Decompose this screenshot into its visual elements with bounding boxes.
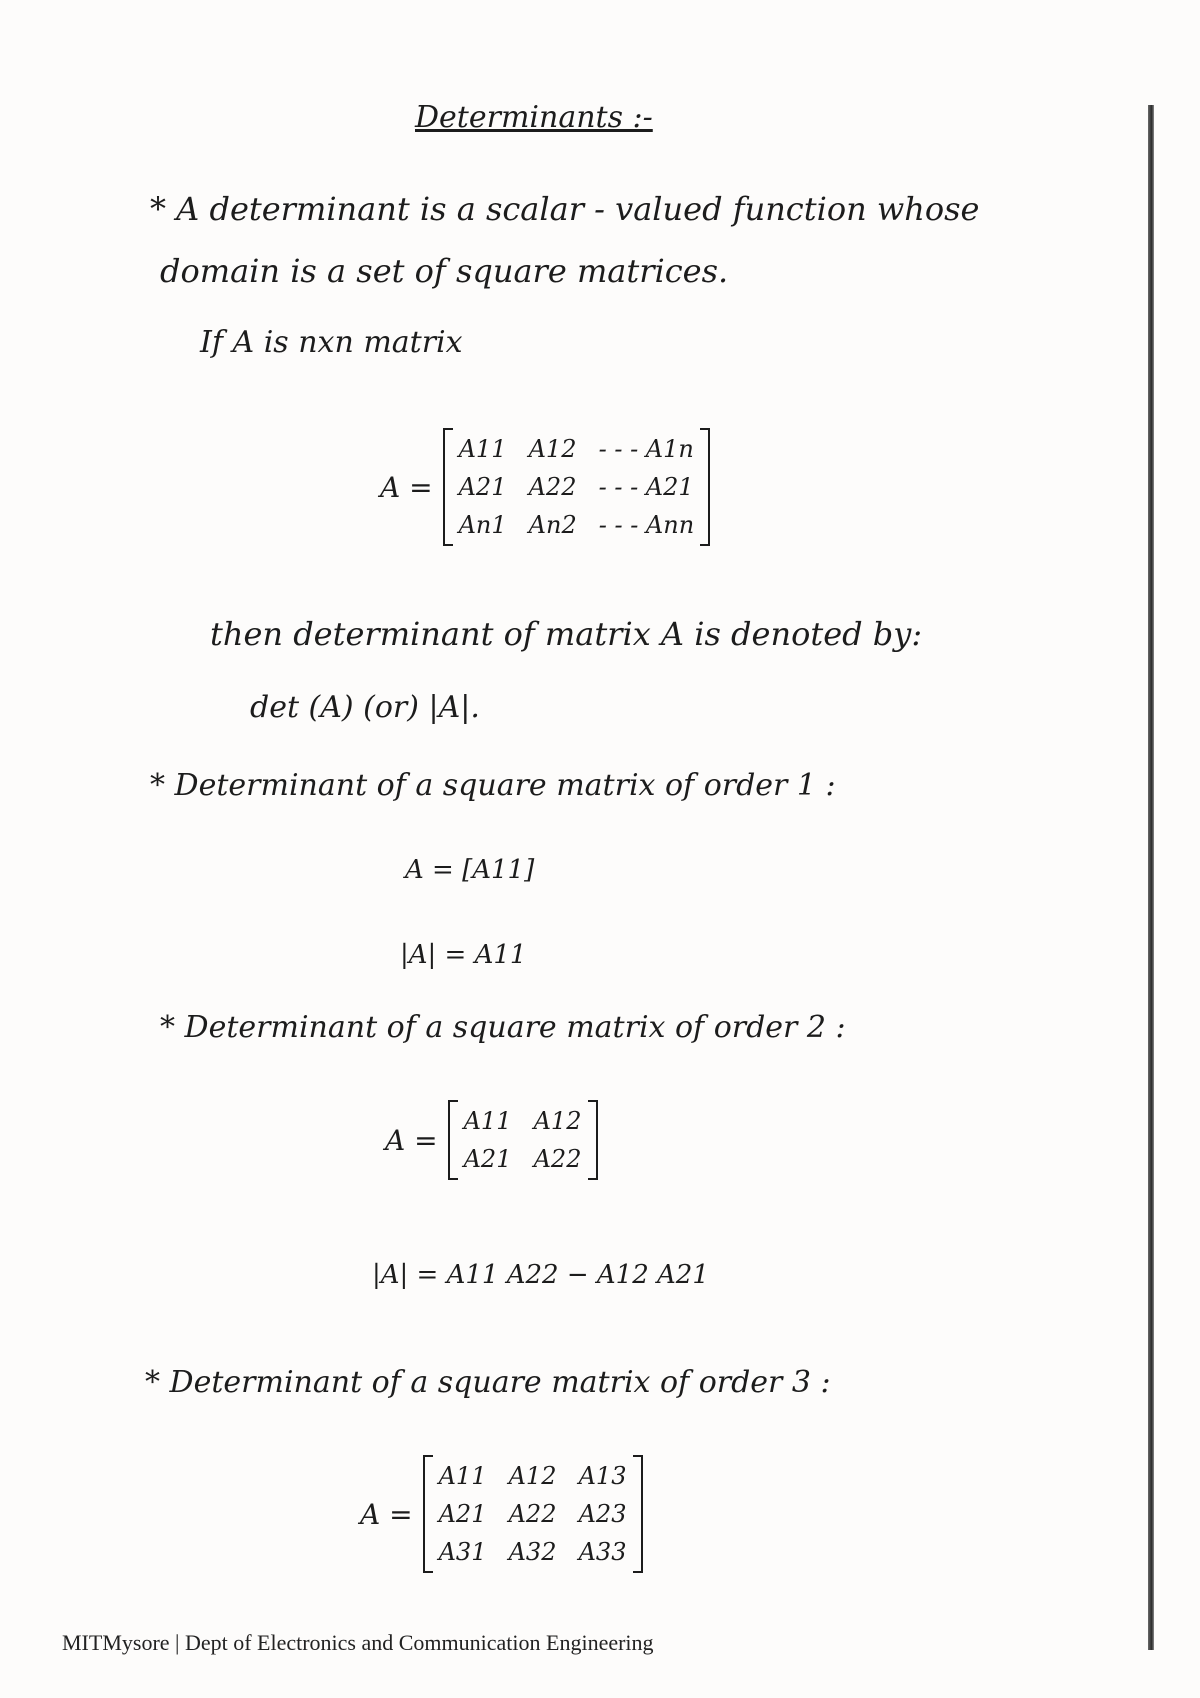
order2-matrix bbox=[385, 1100, 598, 1180]
matrix-cell: A23 bbox=[578, 1500, 627, 1528]
matrix-cell: A12 bbox=[528, 435, 577, 463]
general-matrix-body bbox=[443, 428, 711, 546]
order2-matrix-body bbox=[448, 1100, 598, 1180]
matrix-cell: A21 bbox=[458, 473, 507, 501]
matrix-row bbox=[464, 1102, 582, 1140]
matrix-cell: A22 bbox=[508, 1500, 557, 1528]
intro-line-2: domain is a set of square matrices. bbox=[160, 252, 729, 290]
notation-line-1: then determinant of matrix A is denoted by: bbox=[210, 615, 923, 653]
matrix-cell: A22 bbox=[528, 473, 577, 501]
matrix-row bbox=[459, 506, 695, 544]
matrix-cell: A31 bbox=[438, 1538, 487, 1566]
matrix-row bbox=[439, 1457, 627, 1495]
order1-heading: * Determinant of a square matrix of order 1 : bbox=[150, 768, 836, 803]
page-edge-shadow bbox=[1148, 105, 1154, 1650]
page-title: Determinants :- bbox=[415, 100, 653, 135]
order3-matrix bbox=[360, 1455, 643, 1573]
matrix-cell: A32 bbox=[508, 1538, 557, 1566]
matrix-row bbox=[439, 1533, 627, 1571]
matrix-cell: A13 bbox=[578, 1462, 627, 1490]
matrix-cell: An2 bbox=[528, 511, 577, 539]
matrix-cell: A12 bbox=[533, 1107, 582, 1135]
page-footer: MITMysore | Dept of Electronics and Communication Engineering bbox=[62, 1630, 654, 1655]
matrix-cell: A33 bbox=[578, 1538, 627, 1566]
matrix-row bbox=[464, 1140, 582, 1178]
matrix-row bbox=[439, 1495, 627, 1533]
order3-matrix-lhs: A = bbox=[360, 1497, 413, 1531]
matrix-cell: A21 bbox=[463, 1145, 512, 1173]
intro-line-1: * A determinant is a scalar - valued function whose bbox=[150, 190, 980, 228]
matrix-cell: A11 bbox=[463, 1107, 512, 1135]
matrix-cell: A22 bbox=[533, 1145, 582, 1173]
order2-determinant: |A| = A11 A22 − A12 A21 bbox=[372, 1260, 709, 1290]
general-matrix-lhs: A = bbox=[380, 470, 433, 504]
matrix-cell: A12 bbox=[508, 1462, 557, 1490]
matrix-row bbox=[459, 468, 695, 506]
order1-matrix: A = [A11] bbox=[405, 855, 535, 885]
matrix-cell: - - - Ann bbox=[598, 511, 695, 539]
notation-line-2: det (A) (or) |A|. bbox=[250, 690, 480, 725]
general-matrix bbox=[380, 428, 710, 546]
matrix-cell: - - - A1n bbox=[598, 435, 694, 463]
matrix-row bbox=[459, 430, 695, 468]
order2-heading: * Determinant of a square matrix of order 2 : bbox=[160, 1010, 846, 1045]
order1-determinant: |A| = A11 bbox=[400, 940, 527, 970]
order2-matrix-lhs: A = bbox=[385, 1123, 438, 1157]
matrix-cell: A21 bbox=[438, 1500, 487, 1528]
matrix-cell: An1 bbox=[458, 511, 507, 539]
matrix-cell: A11 bbox=[458, 435, 507, 463]
matrix-cell: - - - A21 bbox=[598, 473, 694, 501]
matrix-cell: A11 bbox=[438, 1462, 487, 1490]
order3-matrix-body bbox=[423, 1455, 643, 1573]
intro-line-3: If A is nxn matrix bbox=[200, 325, 463, 360]
order3-heading: * Determinant of a square matrix of order 3 : bbox=[145, 1365, 831, 1400]
